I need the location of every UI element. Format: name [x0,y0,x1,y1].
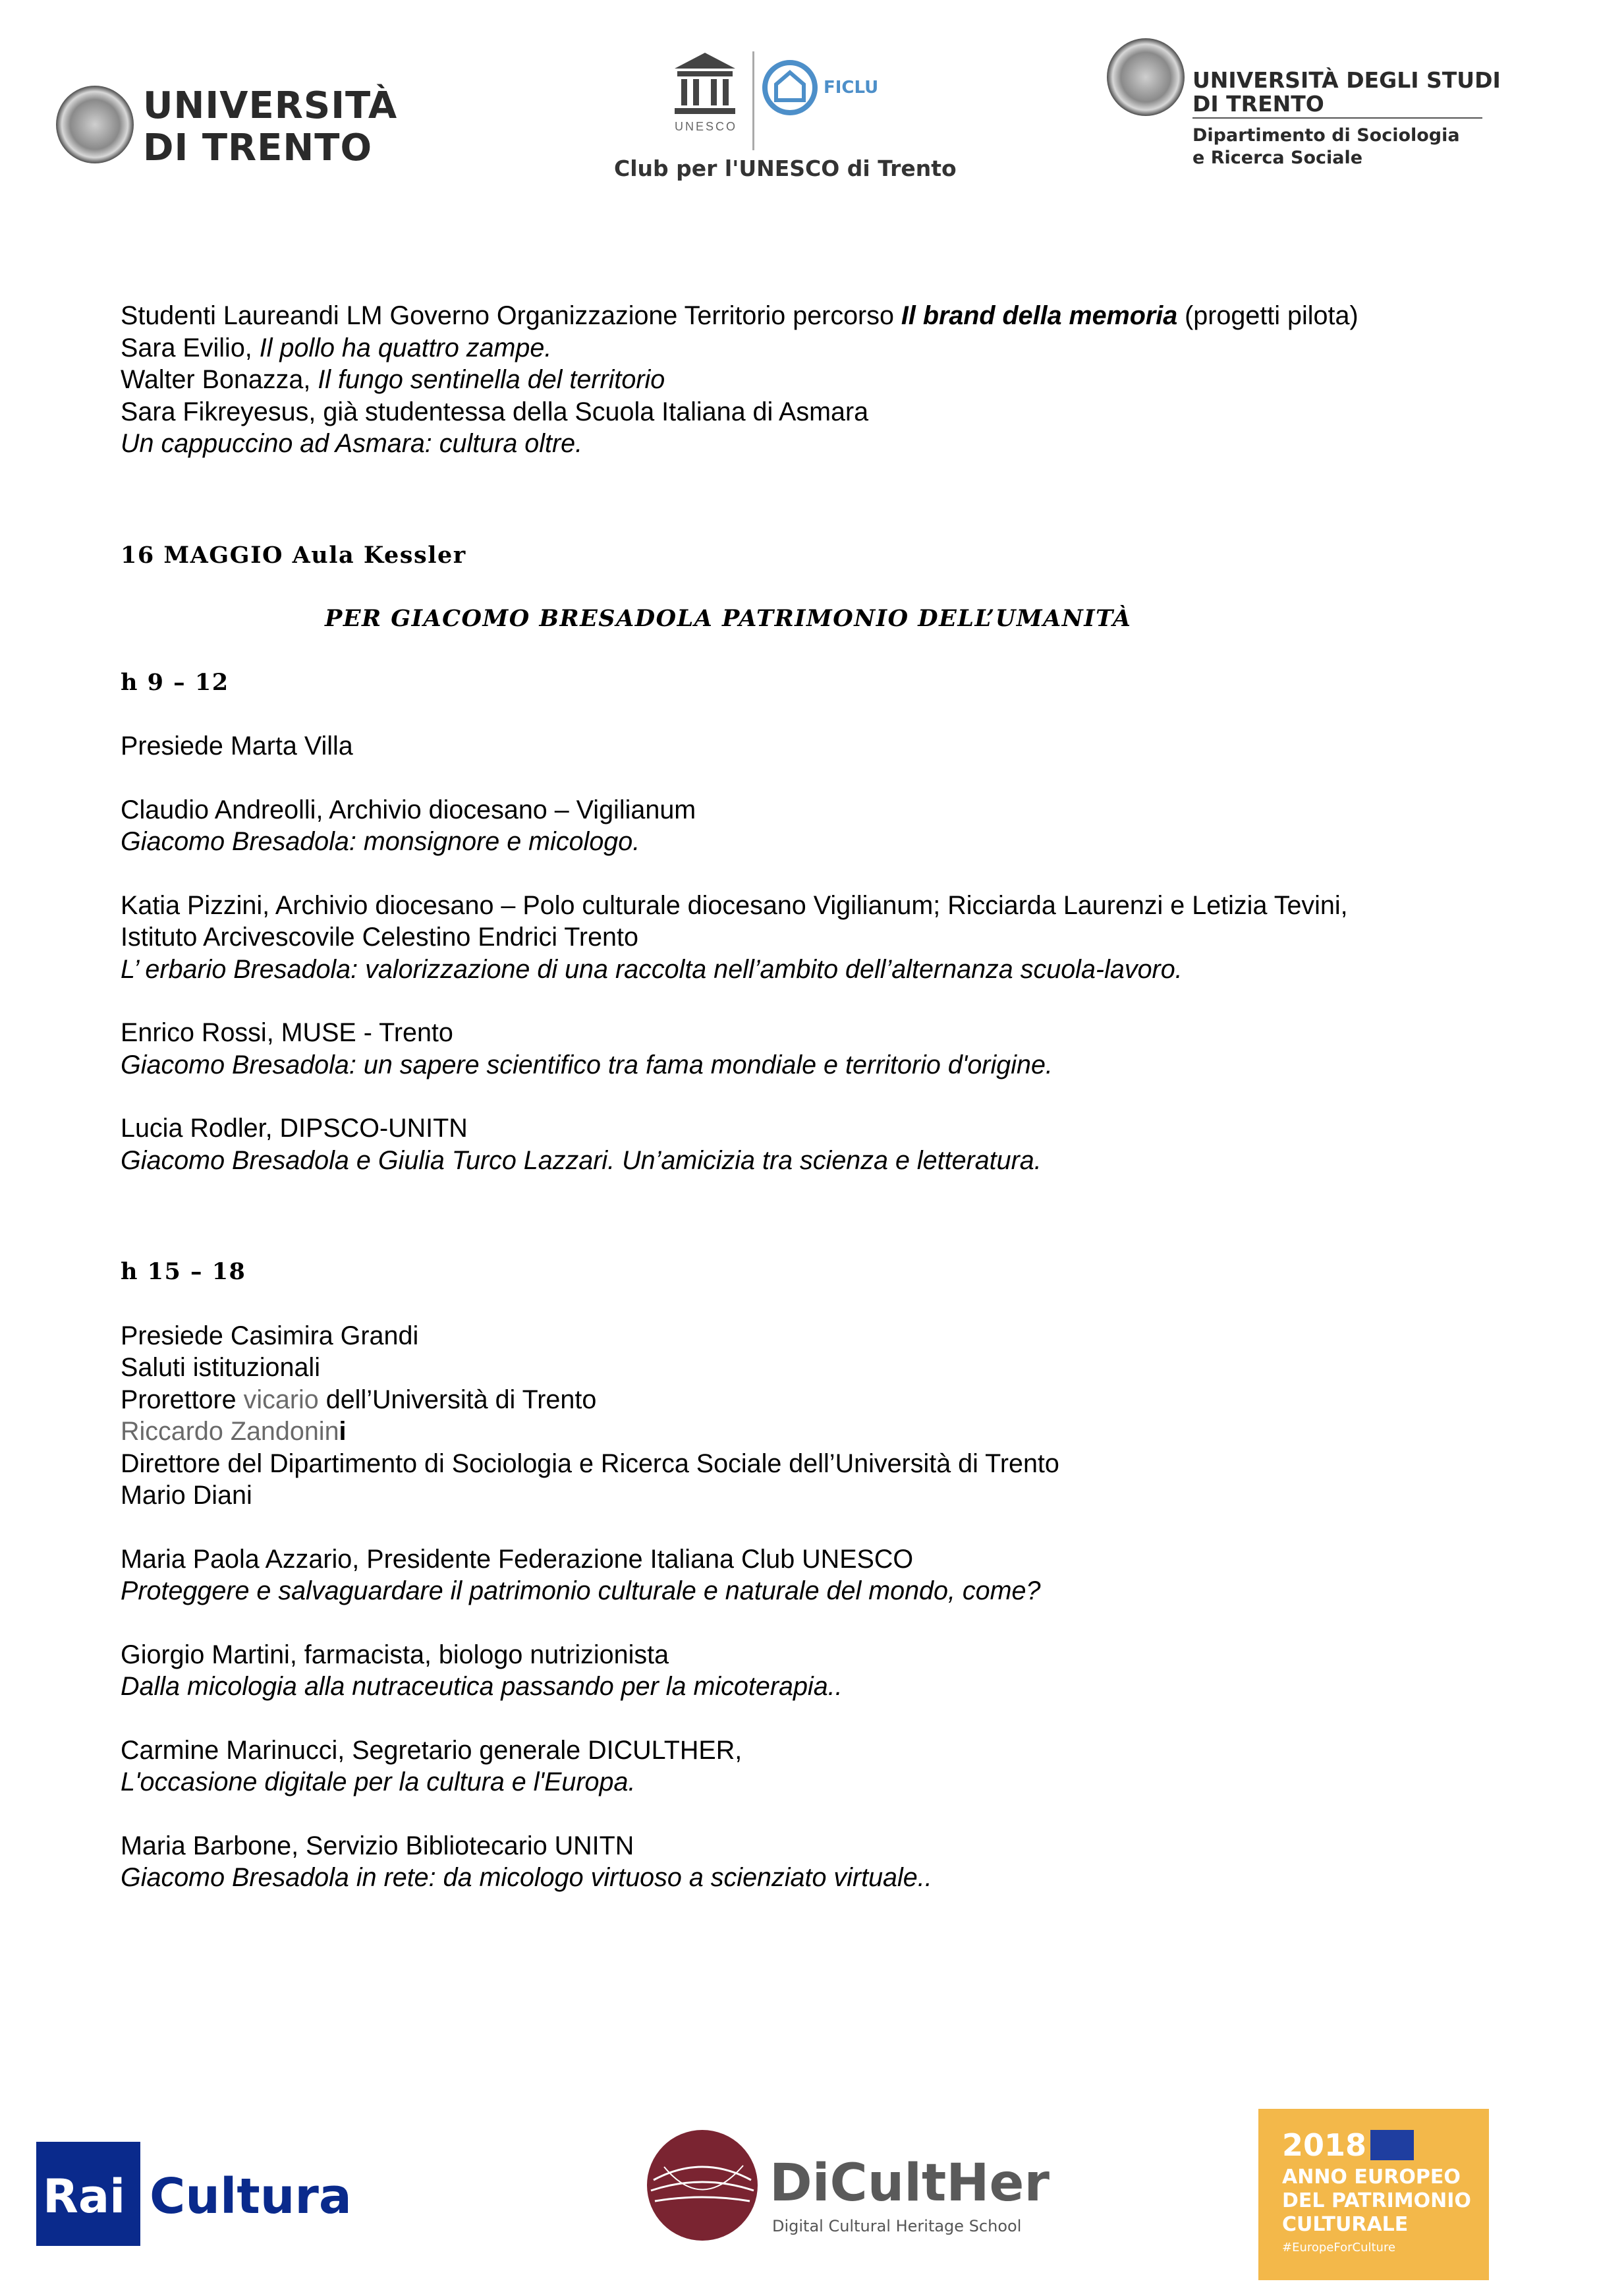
rai-label: Rai [43,2169,126,2224]
talk-title: L'occasione digitale per la cultura e l'Europa. [121,1767,636,1796]
unitn-left-line1: UNIVERSITÀ [143,84,398,127]
diani: Mario Diani [121,1481,252,1510]
afternoon-time: h 15 – 18 [121,1258,246,1285]
unitn-right-dept2: e Ricerca Sociale [1192,148,1363,168]
prorettore [121,1384,1484,1416]
unitn-left-line2: DI TRENTO [143,127,373,169]
talk-title: Il pollo ha quattro zampe. [259,333,552,362]
prorettore-c: dell’Università di Trento [318,1385,597,1414]
brand-della-memoria: Il brand della memoria [901,301,1178,330]
zandonini-b: i [339,1417,347,1446]
unesco-logo [606,46,957,191]
anno-europeo-logo [1258,2109,1489,2280]
morning-talk [121,1112,1484,1176]
morning-talk [121,890,1484,986]
afternoon-talk [121,1735,1484,1798]
unitn-left-logo [56,79,399,178]
direttore: Direttore del Dipartimento di Sociologia e Ricerca Sociale dell’Università di Trento [121,1449,1059,1478]
dicult-logo [644,2127,1050,2253]
talk-title: Giacomo Bresadola: monsignore e micologo. [121,827,640,856]
afternoon-chair: Presiede Casimira Grandi [121,1321,419,1350]
greetings: Saluti istituzionali [121,1353,320,1382]
intro-line-4: Sara Fikreyesus, già studentessa della Scuola Italiana di Asmara [121,397,869,426]
talk-speaker: Maria Paola Azzario, Presidente Federazione Italiana Club UNESCO [121,1544,914,1574]
talk-speaker: Lucia Rodler, DIPSCO-UNITN [121,1114,468,1143]
morning-talk [121,1017,1484,1081]
morning-talk [121,794,1484,858]
unitn-right-seal-icon [1107,38,1185,116]
afternoon-intro [121,1320,1484,1512]
document-body [121,300,1484,1894]
zandonini [121,1416,1484,1448]
zandonini-a: Riccardo Zandonin [121,1417,339,1446]
unitn-right-line2: DI TRENTO [1192,91,1324,117]
talk-title: Dalla micologia alla nutraceutica passando per la micoterapia.. [121,1672,843,1701]
speaker-name: Walter Bonazza, [121,365,318,394]
dicult-subtitle: Digital Cultural Heritage School [772,2217,1022,2235]
anno-line3: CULTURALE [1282,2213,1409,2236]
day-subtitle: PER GIACOMO BRESADOLA PATRIMONIO DELL’UMANITÀ [325,605,1132,632]
anno-year: 2018 [1282,2127,1367,2163]
intro-text: Studenti Laureandi LM Governo Organizzazione Territorio percorso [121,301,901,330]
afternoon-talk [121,1830,1484,1894]
prorettore-b: vicario [243,1385,319,1414]
talk-speaker: Carmine Marinucci, Segretario generale DICULTHER, [121,1735,742,1765]
dicult-globe-icon [644,2127,760,2243]
intro-line-5: Un cappuccino ad Asmara: cultura oltre. [121,429,583,458]
eu-flag-icon [1370,2130,1414,2160]
talk-speaker: Katia Pizzini, Archivio diocesano – Polo culturale diocesano Vigilianum; Ricciarda Laurenzi e Letizia Tevini, [121,890,1348,920]
rai-box [36,2142,140,2246]
ficlu-label: FICLU [824,78,879,98]
talk-title: Giacomo Bresadola e Giulia Turco Lazzari. Un’amicizia tra scienza e letteratura. [121,1145,1042,1175]
unitn-right-divider [1192,117,1482,119]
ficlu-icon [762,59,818,116]
dicult-name: DiCultHer [770,2154,1050,2213]
intro-text-post: (progetti pilota) [1177,301,1359,330]
unitn-right-dept1: Dipartimento di Sociologia [1192,125,1460,146]
rai-cultura-logo [36,2142,379,2247]
morning-time: h 9 – 12 [121,668,229,696]
talk-title: Giacomo Bresadola: un sapere scientifico tra fama mondiale e territorio d'origine. [121,1050,1053,1079]
anno-line2: DEL PATRIMONIO [1282,2189,1471,2212]
talk-title: L’ erbario Bresadola: valorizzazione di una raccolta nell’ambito dell’alternanza scuola-lavoro. [121,954,1183,984]
talk-speaker: Claudio Andreolli, Archivio diocesano – Vigilianum [121,795,696,824]
talk-title: Il fungo sentinella del territorio [318,365,665,394]
afternoon-talk [121,1543,1484,1607]
unesco-caption: Club per l'UNESCO di Trento [614,156,957,181]
speaker-name: Sara Evilio, [121,333,260,362]
intro-line-1 [121,300,1484,332]
morning-chair: Presiede Marta Villa [121,732,353,761]
talk-speaker: Maria Barbone, Servizio Bibliotecario UNITN [121,1831,634,1860]
unitn-right-logo [1107,33,1501,178]
intro-line-3 [121,364,1484,396]
prorettore-a: Prorettore [121,1385,244,1414]
talk-speaker: Giorgio Martini, farmacista, biologo nutrizionista [121,1640,669,1669]
unitn-right-line1: UNIVERSITÀ DEGLI STUDI [1192,67,1501,93]
anno-line1: ANNO EUROPEO [1282,2166,1461,2189]
day-heading: 16 MAGGIO Aula Kessler [121,541,466,569]
unesco-divider [752,51,754,150]
afternoon-talk [121,1639,1484,1703]
talk-speaker: Enrico Rossi, MUSE - Trento [121,1018,453,1047]
intro-line-2 [121,332,1484,364]
talk-title: Proteggere e salvaguardare il patrimonio culturale e naturale del mondo, come? [121,1576,1041,1605]
unitn-seal-icon [56,86,134,163]
talk-title: Giacomo Bresadola in rete: da micologo virtuoso a scienziato virtuale.. [121,1863,932,1892]
unesco-temple-icon [672,50,738,116]
anno-tag: #EuropeForCulture [1282,2241,1396,2254]
cultura-label: Cultura [150,2168,352,2225]
talk-speaker-affiliation: Istituto Arcivescovile Celestino Endrici Trento [121,923,638,952]
unesco-acronym: UNESCO [675,120,738,133]
